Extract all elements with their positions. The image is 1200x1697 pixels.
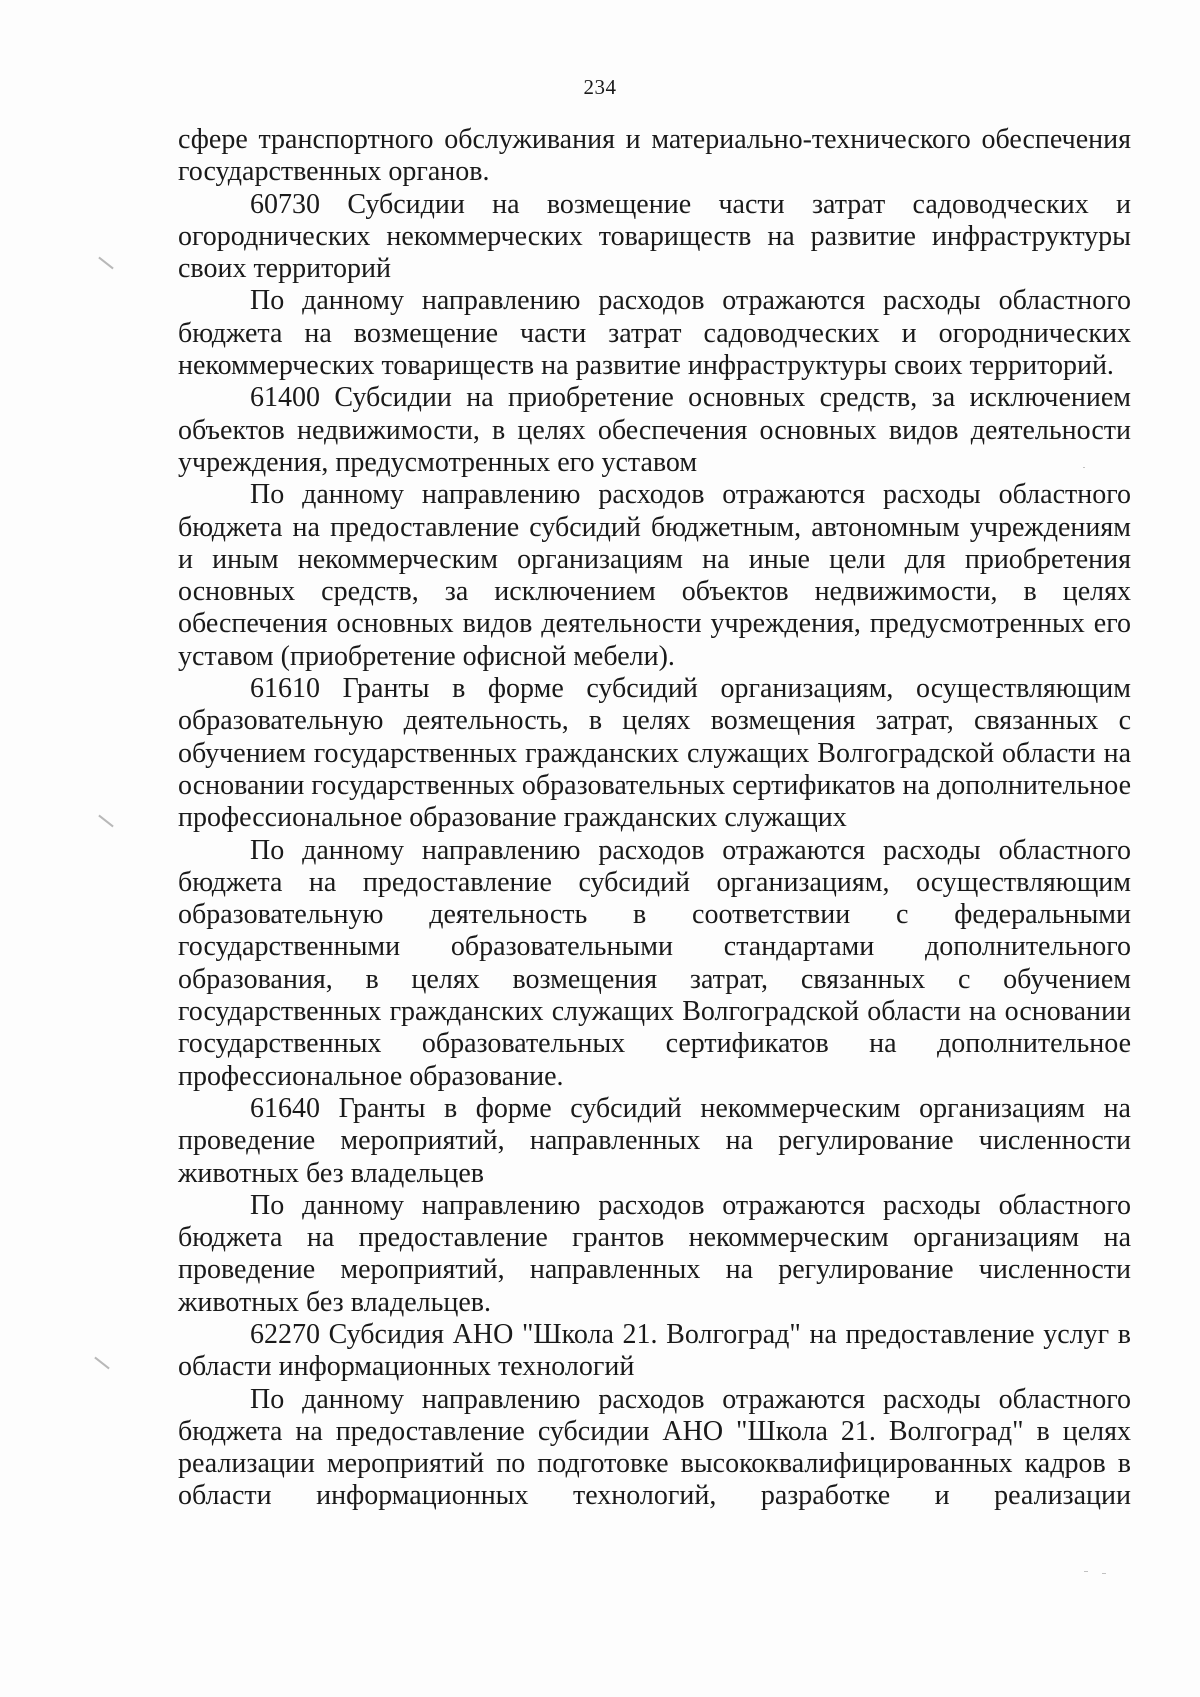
scan-margin-mark	[98, 257, 113, 270]
expense-item-heading	[178, 673, 1131, 834]
expense-code: 61400	[250, 382, 320, 414]
expense-title: Субсидии на возмещение части затрат садоводческих и огороднических некоммерческих товариществ на развитие инфраструктуры своих территорий	[178, 188, 1132, 285]
expense-item-description	[178, 479, 1131, 673]
expense-code: 60730	[250, 188, 320, 220]
expense-title: Гранты в форме субсидий некоммерческим организациям на проведение мероприятий, направленных на регулирование численности животных без владельцев	[178, 1092, 1131, 1189]
paragraph-text: По данному направлению расходов отражаются расходы областного бюджета на предоставление грантов некоммерческим организациям на проведение мероприятий, направленных на регулирование численности животных без владельцев.	[178, 1189, 1131, 1318]
page-number: 234	[583, 75, 617, 99]
expense-item-heading	[178, 382, 1131, 479]
scan-margin-mark	[94, 1357, 109, 1370]
expense-item-heading	[178, 1319, 1131, 1384]
scan-margin-mark	[98, 815, 113, 828]
expense-title: Субсидия АНО "Школа 21. Волгоград" на предоставление услуг в области информационных технологий	[178, 1318, 1132, 1383]
paragraph-text: сфере транспортного обслуживания и материально-технического обеспечения государственных органов.	[178, 124, 1131, 188]
expense-title: Гранты в форме субсидий организациям, осуществляющим образовательную деятельность, в целях возмещения затрат, связанных с обучением государственных гражданских служащих Волгоградской области на основании государственных образовательных сертификатов на дополнительное профессиональное образование гражданских служащих	[178, 673, 1131, 834]
expense-item-description	[178, 1384, 1131, 1513]
expense-item-heading	[178, 1093, 1131, 1190]
paragraph-text: По данному направлению расходов отражаются расходы областного бюджета на возмещение части затрат садоводческих и огороднических некоммерческих товариществ на развитие инфраструктуры своих территорий.	[178, 285, 1131, 382]
expense-item-description	[178, 1190, 1131, 1319]
paragraph-text: По данному направлению расходов отражаются расходы областного бюджета на предоставление субсидии АНО "Школа 21. Волгоград" в целях реализации мероприятий по подготовке высококвалифицированных кадров в области информационных технологий, разработке и реализации	[178, 1383, 1131, 1512]
document-body	[178, 124, 1131, 1513]
paragraph-text: По данному направлению расходов отражаются расходы областного бюджета на предоставление субсидий бюджетным, автономным учреждениям и иным некоммерческим организациям на иные цели для приобретения основных средств, за исключением объектов недвижимости, в целях обеспечения основных видов деятельности учреждения, предусмотренных его уставом (приобретение офисной мебели).	[178, 479, 1131, 672]
expense-item-description	[178, 285, 1131, 382]
expense-code: 61640	[250, 1092, 320, 1124]
expense-code: 61610	[250, 673, 320, 705]
paragraph-continuation	[178, 124, 1131, 189]
expense-item-heading	[178, 189, 1131, 286]
expense-item-description	[178, 835, 1131, 1093]
scan-speck	[1102, 1573, 1106, 1574]
expense-code: 62270	[250, 1318, 320, 1350]
scan-speck	[1084, 1571, 1088, 1572]
expense-title: Субсидии на приобретение основных средств, за исключением объектов недвижимости, в целях обеспечения основных видов деятельности учреждения, предусмотренных его уставом	[178, 382, 1132, 478]
paragraph-text: По данному направлению расходов отражаются расходы областного бюджета на предоставление субсидий организациям, осуществляющим образовательную деятельность в соответствии с федеральными государственными образовательными стандартами дополнительного образования, в целях возмещения затрат, связанных с обучением государственных гражданских служащих Волгоградской области на основании государственных образовательных сертификатов на дополнительное профессиональное образование.	[178, 834, 1131, 1092]
